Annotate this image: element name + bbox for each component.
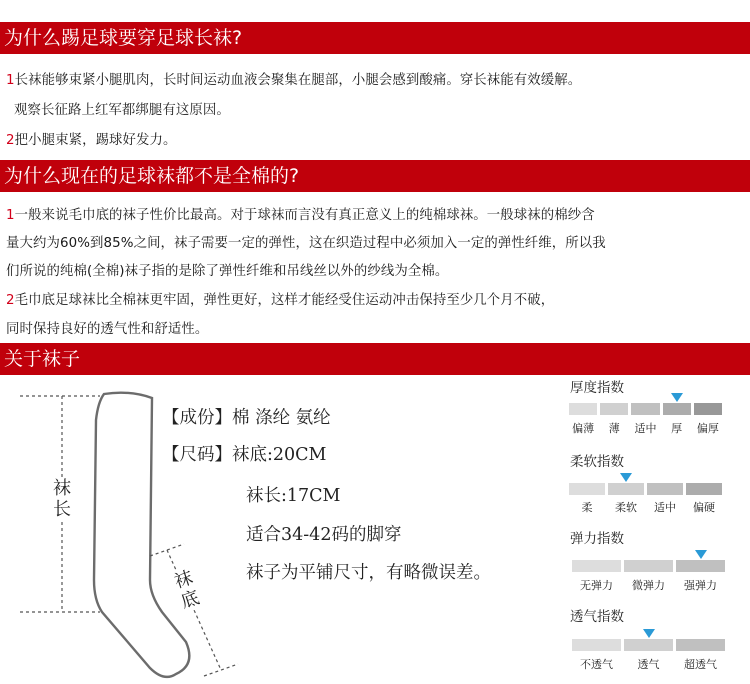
paragraph-2-line-1 (6, 289, 554, 308)
paragraph-2 (6, 129, 177, 148)
index-bar-segment (631, 403, 659, 415)
selected-level-marker-icon (671, 393, 683, 402)
index-label: 偏硬 (693, 501, 715, 514)
index-bar-scale (569, 403, 722, 415)
index-title: 弹力指数 (570, 531, 624, 547)
index-bar-segment (572, 639, 621, 651)
sock-outline-icon (94, 393, 189, 677)
index-label: 适中 (634, 422, 657, 435)
index-title: 柔软指数 (570, 454, 624, 470)
item-number: 2 (6, 133, 15, 148)
index-bar-segment (676, 639, 725, 651)
paragraph-text: 一般来说毛巾底的袜子性价比最高。对于球袜而言没有真正意义上的纯棉球袜。一般球袜的棉纱含 (14, 208, 595, 223)
shoe-size-fit: 适合34-42码的脚穿 (246, 525, 402, 545)
material-label: 【成份】 (162, 408, 232, 428)
index-label: 柔软 (615, 501, 637, 514)
index-title: 透气指数 (570, 609, 624, 625)
size-length-value: 袜长:17CM (246, 486, 341, 506)
section-header-about-socks: 关于袜子 (0, 343, 750, 375)
item-number: 2 (6, 293, 15, 308)
index-label: 超透气 (684, 658, 717, 671)
index-title: 厚度指数 (570, 380, 624, 396)
section-header-why-not-cotton: 为什么现在的足球袜都不是全棉的? (0, 160, 750, 192)
index-label: 适中 (654, 501, 676, 514)
index-labels (569, 499, 722, 515)
paragraph-1-line-2: 量大约为60%到85%之间，袜子需要一定的弹性，这在织造过程中必须加入一定的弹性纤维，所以我 (6, 236, 606, 251)
material-value: 棉 涤纶 氨纶 (232, 408, 331, 428)
index-label: 微弹力 (632, 579, 665, 592)
selected-level-marker-icon (643, 629, 655, 638)
sock-length-label: 袜长 (53, 478, 71, 520)
material-row (162, 404, 331, 429)
index-bar-segment (624, 560, 673, 572)
index-label: 透气 (637, 658, 660, 671)
index-bar-segment (663, 403, 691, 415)
index-bar-segment (624, 639, 673, 651)
size-label: 【尺码】 (162, 445, 232, 465)
index-label: 薄 (608, 422, 620, 435)
index-label: 厚 (671, 422, 683, 435)
index-bar-segment (686, 483, 722, 495)
paragraph-text: 长袜能够束紧小腿肌肉，长时间运动血液会聚集在腿部，小腿会感到酸痛。穿长袜能有效缓解。 (14, 73, 582, 88)
index-bar-segment (569, 403, 597, 415)
paragraph-1-line-1 (6, 204, 595, 223)
item-number: 1 (6, 208, 15, 223)
size-row (162, 441, 326, 466)
index-bar-segment (600, 403, 628, 415)
index-label: 偏厚 (696, 422, 719, 435)
index-labels (569, 420, 722, 436)
index-label: 偏薄 (572, 422, 595, 435)
index-bar-segment (647, 483, 683, 495)
selected-level-marker-icon (695, 550, 707, 559)
index-bar-segment (694, 403, 722, 415)
index-bar-scale (569, 483, 722, 495)
index-label: 强弹力 (684, 579, 717, 592)
index-bar-segment (608, 483, 644, 495)
index-bar-segment (569, 483, 605, 495)
measurement-note: 袜子为平铺尺寸，有略微误差。 (246, 563, 491, 583)
selected-level-marker-icon (620, 473, 632, 482)
index-bar-scale (572, 639, 725, 651)
index-labels (572, 656, 725, 672)
index-bar-segment (676, 560, 725, 572)
index-label: 无弹力 (580, 579, 613, 592)
paragraph-2-line-2: 同时保持良好的透气性和舒适性。 (6, 322, 209, 337)
index-labels (572, 577, 725, 593)
item-number: 1 (6, 73, 15, 88)
paragraph-text: 把小腿束紧，踢球好发力。 (14, 133, 177, 148)
paragraph-1 (6, 69, 581, 88)
section-header-why-long-socks: 为什么踢足球要穿足球长袜? (0, 22, 750, 54)
sock-sole-label: 袜底 (171, 567, 203, 613)
index-label: 柔 (581, 501, 593, 514)
index-label: 不透气 (580, 658, 613, 671)
index-bar-scale (572, 560, 725, 572)
paragraph-text: 毛巾底足球袜比全棉袜更牢固，弹性更好，这样才能经受住运动冲击保持至少几个月不破， (14, 293, 555, 308)
paragraph-1-line-3: 们所说的纯棉(全棉)袜子指的是除了弹性纤维和吊线丝以外的纱线为全棉。 (6, 264, 449, 279)
index-bar-segment (572, 560, 621, 572)
size-sole-value: 袜底:20CM (232, 445, 327, 465)
paragraph-1-continued: 观察长征路上红军都绑腿有这原因。 (14, 103, 230, 118)
